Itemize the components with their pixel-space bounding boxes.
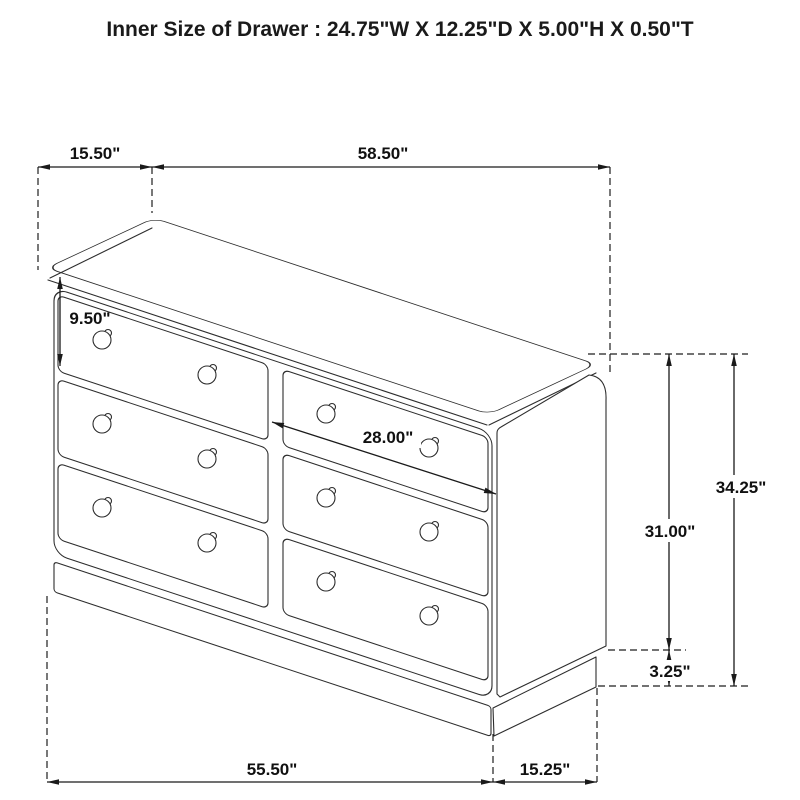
dim-label-case-height: 31.00" xyxy=(644,522,696,541)
diagram-title: Inner Size of Drawer : 24.75"W X 12.25"D X 5.00"H X 0.50"T xyxy=(106,18,694,41)
dim-label-base-height: 3.25" xyxy=(649,662,691,681)
dim-label-top-depth: 15.50" xyxy=(69,144,121,163)
dim-label-bottom-depth: 15.25" xyxy=(519,760,571,779)
dresser-drawing xyxy=(47,218,606,736)
dim-label-drawer-height: 9.50" xyxy=(69,309,111,328)
dim-label-top-width: 58.50" xyxy=(357,144,409,163)
side-panel xyxy=(497,375,606,697)
dim-label-bottom-width: 55.50" xyxy=(246,760,298,779)
dim-label-overall-height: 34.25" xyxy=(715,478,767,497)
dim-label-drawer-width: 28.00" xyxy=(362,428,414,447)
